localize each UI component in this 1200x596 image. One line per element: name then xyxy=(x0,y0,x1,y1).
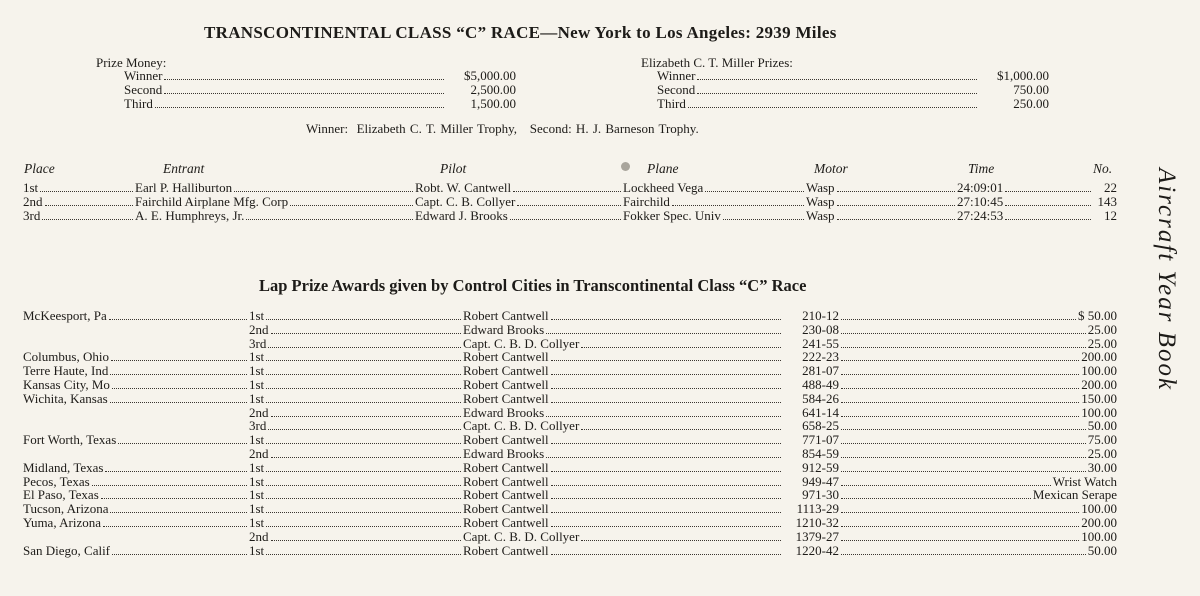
prize-value: 750.00 xyxy=(1013,82,1049,97)
lap-place xyxy=(249,309,463,323)
dot-leader xyxy=(1005,195,1091,206)
result-pilot xyxy=(415,181,623,195)
lap-city-text: Tucson, Arizona xyxy=(23,501,109,517)
dot-leader xyxy=(551,488,781,499)
lap-pilot-text: Edward Brooks xyxy=(463,404,545,420)
dot-leader xyxy=(110,392,247,403)
lap-place xyxy=(249,337,463,351)
lap-place xyxy=(249,544,463,558)
lap-prize-text: 25.00 xyxy=(1087,335,1117,351)
dot-leader xyxy=(551,516,781,527)
result-entrant xyxy=(135,195,415,209)
lap-prize xyxy=(839,488,1117,502)
dot-leader xyxy=(109,309,247,320)
lap-city xyxy=(23,392,249,406)
lap-prize-text: 50.00 xyxy=(1087,418,1117,434)
lap-time: 854-59 xyxy=(802,446,839,461)
dot-leader xyxy=(101,488,247,499)
lap-time: 1210-32 xyxy=(795,515,839,530)
lap-time: 210-12 xyxy=(802,308,839,323)
lap-prize-text: 30.00 xyxy=(1087,459,1117,475)
result-plane-text: Fairchild xyxy=(623,194,670,209)
prize-label: Third xyxy=(124,96,153,111)
dot-leader xyxy=(266,350,461,361)
dot-leader xyxy=(841,337,1086,348)
result-motor-text: Wasp xyxy=(806,208,835,223)
dot-leader xyxy=(155,97,444,108)
dot-leader xyxy=(510,209,621,220)
dot-leader xyxy=(841,378,1079,389)
lap-prize-text: 25.00 xyxy=(1087,321,1117,337)
lap-place-text: 1st xyxy=(249,515,265,530)
lap-prize xyxy=(839,502,1117,516)
lap-prize-text: 100.00 xyxy=(1081,501,1117,517)
lap-prize xyxy=(839,350,1117,364)
lap-prize-text: Wrist Watch xyxy=(1052,473,1117,489)
lap-place-text: 1st xyxy=(249,487,265,503)
lap-place xyxy=(249,516,463,530)
result-plane xyxy=(623,181,806,195)
dot-leader xyxy=(513,181,621,192)
dot-leader xyxy=(841,350,1079,361)
lap-time: 1113-29 xyxy=(796,501,839,517)
dot-leader xyxy=(111,350,247,361)
dot-leader xyxy=(112,544,247,555)
prize-row xyxy=(124,69,516,83)
result-time-text: 27:10:45 xyxy=(957,194,1004,209)
result-place xyxy=(23,209,135,223)
lap-time: 971-30 xyxy=(802,487,839,503)
header-motor: Motor xyxy=(814,161,848,176)
dot-leader xyxy=(841,309,1076,320)
lap-time: 658-25 xyxy=(802,418,839,434)
lap-prize-text: $ 50.00 xyxy=(1078,308,1117,323)
lap-prize xyxy=(839,419,1117,433)
lap-pilot-text: Edward Brooks xyxy=(463,446,545,461)
dot-leader xyxy=(517,195,621,206)
dot-leader xyxy=(551,364,781,375)
dot-leader xyxy=(837,209,955,220)
lap-place-text: 3rd xyxy=(249,335,267,351)
dot-leader xyxy=(266,516,461,527)
lap-place xyxy=(249,488,463,502)
lap-city-text: Wichita, Kansas xyxy=(23,390,108,406)
header-pilot: Pilot xyxy=(440,161,467,176)
lap-time: 488-49 xyxy=(802,377,839,392)
lap-city-text: Fort Worth, Texas xyxy=(23,432,117,448)
lap-prize-text: 100.00 xyxy=(1081,404,1117,420)
lap-prize xyxy=(839,337,1117,351)
result-entrant-text: Earl P. Halliburton xyxy=(135,180,233,195)
dot-leader xyxy=(92,475,247,486)
result-motor-text: Wasp xyxy=(806,180,835,195)
lap-time: 949-47 xyxy=(802,473,839,489)
header-no: No. xyxy=(1093,161,1113,176)
dot-leader xyxy=(841,461,1086,472)
lap-time: 584-26 xyxy=(802,390,839,406)
lap-pilot-text: Robert Cantwell xyxy=(463,349,549,365)
lap-pilot xyxy=(463,461,839,475)
dot-leader xyxy=(551,309,781,320)
prize-label: Second xyxy=(657,82,696,97)
lap-pilot-text: Robert Cantwell xyxy=(463,473,549,489)
lap-time: 241-55 xyxy=(802,335,839,351)
dot-leader xyxy=(841,419,1086,430)
lap-pilot xyxy=(463,447,839,461)
header-plane: Plane xyxy=(647,161,679,176)
lap-prize-text: 50.00 xyxy=(1087,542,1117,558)
result-pilot xyxy=(415,195,623,209)
dot-leader xyxy=(551,378,781,389)
dot-leader xyxy=(1005,181,1091,192)
lap-city-text: Midland, Texas xyxy=(23,459,104,475)
dot-leader xyxy=(841,516,1079,527)
dot-leader xyxy=(271,447,462,458)
dot-leader xyxy=(271,323,462,334)
lap-prize-text: 100.00 xyxy=(1081,363,1117,379)
lap-pilot-text: Robert Cantwell xyxy=(463,363,549,379)
lap-pilot-text: Capt. C. B. D. Collyer xyxy=(463,335,580,351)
lap-place-text: 1st xyxy=(249,349,265,365)
dot-leader xyxy=(841,544,1086,555)
dot-leader xyxy=(110,502,247,513)
prize-label: Third xyxy=(657,96,686,111)
lap-time: 222-23 xyxy=(802,349,839,365)
lap-city-text: Kansas City, Mo xyxy=(23,377,110,392)
result-motor-text: Wasp xyxy=(806,194,835,209)
lap-pilot-text: Robert Cantwell xyxy=(463,459,549,475)
lap-pilot-text: Robert Cantwell xyxy=(463,377,549,392)
dot-leader xyxy=(841,502,1079,513)
result-pilot xyxy=(415,209,623,223)
lap-place xyxy=(249,461,463,475)
lap-pilot-text: Robert Cantwell xyxy=(463,542,549,558)
lap-place-text: 3rd xyxy=(249,418,267,434)
dot-leader xyxy=(103,516,247,527)
lap-city-text: San Diego, Calif xyxy=(23,542,111,558)
dot-leader xyxy=(266,433,461,444)
lap-time: 912-59 xyxy=(802,459,839,475)
result-entrant xyxy=(135,209,415,223)
lap-city-text: Pecos, Texas xyxy=(23,473,90,489)
lap-city-text: McKeesport, Pa xyxy=(23,308,107,323)
result-entrant-text: A. E. Humphreys, Jr. xyxy=(135,208,245,223)
lap-prize-text: 200.00 xyxy=(1081,515,1117,530)
prize-row xyxy=(124,97,516,111)
lap-place-text: 1st xyxy=(249,501,265,517)
lap-pilot-text: Robert Cantwell xyxy=(463,390,549,406)
lap-place xyxy=(249,406,463,420)
dot-leader xyxy=(705,181,804,192)
header-place: Place xyxy=(24,161,55,176)
dot-leader xyxy=(546,406,781,417)
lap-city xyxy=(23,433,249,447)
dot-leader xyxy=(841,323,1086,334)
result-place-text: 2nd xyxy=(23,194,43,209)
dot-leader xyxy=(40,181,133,192)
header-time: Time xyxy=(968,161,995,176)
prize-value: 1,500.00 xyxy=(470,96,516,111)
dot-leader xyxy=(841,433,1086,444)
dot-leader xyxy=(697,69,977,80)
result-no: 22 xyxy=(1104,180,1117,195)
dot-leader xyxy=(551,392,781,403)
lap-prize xyxy=(839,309,1117,323)
lap-prize-text: Mexican Serape xyxy=(1032,487,1117,503)
lap-prize xyxy=(839,433,1117,447)
dot-leader xyxy=(266,378,461,389)
result-plane xyxy=(623,209,806,223)
dot-leader xyxy=(672,195,804,206)
result-pilot-text: Robt. W. Cantwell xyxy=(415,180,512,195)
dot-leader xyxy=(723,209,804,220)
lap-place-text: 1st xyxy=(249,432,265,448)
lap-time: 771-07 xyxy=(802,432,839,448)
prize-value: 250.00 xyxy=(1013,96,1049,111)
lap-time: 1379-27 xyxy=(795,528,839,544)
lap-prize xyxy=(839,378,1117,392)
lap-place-text: 1st xyxy=(249,459,265,475)
prize-row xyxy=(124,83,516,97)
dot-leader xyxy=(551,433,781,444)
result-plane xyxy=(623,195,806,209)
dot-leader xyxy=(268,337,461,348)
result-place-text: 1st xyxy=(23,180,39,195)
lap-prize xyxy=(839,447,1117,461)
result-pilot-text: Edward J. Brooks xyxy=(415,208,508,223)
dot-leader xyxy=(164,69,444,80)
dot-leader xyxy=(581,530,781,541)
lap-time: 1220-42 xyxy=(795,542,839,558)
dot-leader xyxy=(118,433,247,444)
dot-leader xyxy=(551,502,781,513)
dot-leader xyxy=(42,209,133,220)
dot-leader xyxy=(841,530,1079,541)
lap-city-text: El Paso, Texas xyxy=(23,487,99,503)
result-no: 143 xyxy=(1097,194,1117,209)
lap-pilot-text: Robert Cantwell xyxy=(463,515,549,530)
result-motor xyxy=(806,209,957,223)
lap-place xyxy=(249,433,463,447)
lap-time: 641-14 xyxy=(802,404,839,420)
lap-place xyxy=(249,475,463,489)
lap-place-text: 1st xyxy=(249,390,265,406)
prize-value: 2,500.00 xyxy=(470,82,516,97)
dot-leader xyxy=(164,83,444,94)
dot-leader xyxy=(551,475,781,486)
result-time xyxy=(957,181,1117,195)
dot-leader xyxy=(45,195,134,206)
lap-place-text: 1st xyxy=(249,308,265,323)
dot-leader xyxy=(266,502,461,513)
lap-time: 281-07 xyxy=(802,363,839,379)
lap-place xyxy=(249,350,463,364)
lap-place xyxy=(249,447,463,461)
dot-leader xyxy=(266,475,461,486)
lap-prize xyxy=(839,392,1117,406)
result-place xyxy=(23,181,135,195)
result-time xyxy=(957,209,1117,223)
prize-row xyxy=(657,97,1049,111)
lap-pilot xyxy=(463,309,839,323)
lap-place xyxy=(249,364,463,378)
prize-value: $5,000.00 xyxy=(464,68,516,83)
lap-prize xyxy=(839,323,1117,337)
dot-leader xyxy=(841,364,1079,375)
lap-prize xyxy=(839,461,1117,475)
result-time-text: 27:24:53 xyxy=(957,208,1004,223)
lap-place-text: 2nd xyxy=(249,404,269,420)
lap-city xyxy=(23,378,249,392)
lap-prize-title: Lap Prize Awards given by Control Cities in Transcontinental Class “C” Race xyxy=(259,276,807,295)
lap-place-text: 1st xyxy=(249,473,265,489)
prize-label: Winner xyxy=(124,68,163,83)
result-entrant-text: Fairchild Airplane Mfg. Corp xyxy=(135,194,289,209)
lap-pilot-text: Capt. C. B. D. Collyer xyxy=(463,418,580,434)
lap-city xyxy=(23,461,249,475)
result-place-text: 3rd xyxy=(23,208,41,223)
prize-row xyxy=(657,83,1049,97)
dot-leader xyxy=(688,97,977,108)
lap-prize xyxy=(839,364,1117,378)
dot-leader xyxy=(290,195,413,206)
lap-place-text: 1st xyxy=(249,377,265,392)
lap-pilot-text: Robert Cantwell xyxy=(463,501,549,517)
dot-leader xyxy=(841,392,1079,403)
lap-pilot xyxy=(463,392,839,406)
result-plane-text: Fokker Spec. Univ xyxy=(623,208,721,223)
lap-pilot xyxy=(463,323,839,337)
lap-place xyxy=(249,378,463,392)
dot-leader xyxy=(697,83,977,94)
result-time-text: 24:09:01 xyxy=(957,180,1004,195)
lap-city xyxy=(23,544,249,558)
result-entrant xyxy=(135,181,415,195)
prize-label: Second xyxy=(124,82,163,97)
dot-leader xyxy=(234,181,413,192)
dot-leader xyxy=(551,350,781,361)
trophies-line: Winner: Elizabeth C. T. Miller Trophy, Second: H. J. Barneson Trophy. xyxy=(306,121,699,136)
result-motor xyxy=(806,195,957,209)
dot-leader xyxy=(841,488,1031,499)
prize-money-heading: Prize Money: xyxy=(96,55,167,70)
lap-prize xyxy=(839,516,1117,530)
dot-leader xyxy=(841,406,1079,417)
lap-time: 230-08 xyxy=(802,321,839,337)
lap-pilot-text: Capt. C. B. D. Collyer xyxy=(463,528,580,544)
miller-prizes-heading: Elizabeth C. T. Miller Prizes: xyxy=(641,55,793,70)
lap-city-text: Columbus, Ohio xyxy=(23,349,109,365)
lap-place-text: 1st xyxy=(249,542,265,558)
dot-leader xyxy=(581,419,781,430)
result-pilot-text: Capt. C. B. Collyer xyxy=(415,194,516,209)
lap-pilot xyxy=(463,378,839,392)
dot-leader xyxy=(266,309,461,320)
dot-leader xyxy=(105,461,247,472)
result-time xyxy=(957,195,1117,209)
dot-leader xyxy=(268,419,461,430)
lap-city-text: Terre Haute, Ind xyxy=(23,363,109,379)
lap-place xyxy=(249,323,463,337)
dot-leader xyxy=(841,475,1051,486)
lap-place xyxy=(249,419,463,433)
book-title-margin: Aircraft Year Book xyxy=(1153,168,1180,392)
dot-leader xyxy=(271,406,462,417)
result-plane-text: Lockheed Vega xyxy=(623,180,704,195)
lap-prize-text: 75.00 xyxy=(1087,432,1117,448)
lap-pilot-text: Robert Cantwell xyxy=(463,308,549,323)
result-place xyxy=(23,195,135,209)
dot-leader xyxy=(266,488,461,499)
dot-leader xyxy=(841,447,1086,458)
lap-prize-text: 25.00 xyxy=(1087,446,1117,461)
lap-city xyxy=(23,309,249,323)
prize-label: Winner xyxy=(657,68,696,83)
lap-pilot-text: Robert Cantwell xyxy=(463,487,549,503)
lap-city xyxy=(23,516,249,530)
lap-prize xyxy=(839,530,1117,544)
lap-prize xyxy=(839,544,1117,558)
lap-place xyxy=(249,502,463,516)
dot-leader xyxy=(266,392,461,403)
dot-leader xyxy=(546,323,781,334)
lap-place xyxy=(249,392,463,406)
dot-leader xyxy=(271,530,462,541)
ink-spot-icon xyxy=(621,162,630,171)
dot-leader xyxy=(110,364,247,375)
prize-row xyxy=(657,69,1049,83)
lap-pilot xyxy=(463,516,839,530)
lap-prize xyxy=(839,406,1117,420)
dot-leader xyxy=(246,209,413,220)
lap-city-text: Yuma, Arizona xyxy=(23,515,101,530)
lap-place-text: 2nd xyxy=(249,528,269,544)
dot-leader xyxy=(266,461,461,472)
lap-prize-text: 200.00 xyxy=(1081,349,1117,365)
lap-pilot xyxy=(463,544,839,558)
result-motor xyxy=(806,181,957,195)
result-no: 12 xyxy=(1104,208,1117,223)
dot-leader xyxy=(551,544,781,555)
dot-leader xyxy=(1005,209,1091,220)
dot-leader xyxy=(266,364,461,375)
lap-pilot xyxy=(463,530,839,544)
lap-pilot-text: Edward Brooks xyxy=(463,321,545,337)
dot-leader xyxy=(546,447,781,458)
prize-value: $1,000.00 xyxy=(997,68,1049,83)
dot-leader xyxy=(837,181,955,192)
dot-leader xyxy=(266,544,461,555)
lap-prize-text: 100.00 xyxy=(1081,528,1117,544)
dot-leader xyxy=(112,378,247,389)
lap-place xyxy=(249,530,463,544)
lap-place-text: 1st xyxy=(249,363,265,379)
header-entrant: Entrant xyxy=(163,161,205,176)
dot-leader xyxy=(581,337,781,348)
lap-place-text: 2nd xyxy=(249,321,269,337)
dot-leader xyxy=(551,461,781,472)
dot-leader xyxy=(837,195,955,206)
lap-prize-text: 150.00 xyxy=(1081,390,1117,406)
lap-prize-text: 200.00 xyxy=(1081,377,1117,392)
lap-pilot-text: Robert Cantwell xyxy=(463,432,549,448)
page-title: TRANSCONTINENTAL CLASS “C” RACE—New York to Los Angeles: 2939 Miles xyxy=(204,23,837,42)
lap-place-text: 2nd xyxy=(249,446,269,461)
